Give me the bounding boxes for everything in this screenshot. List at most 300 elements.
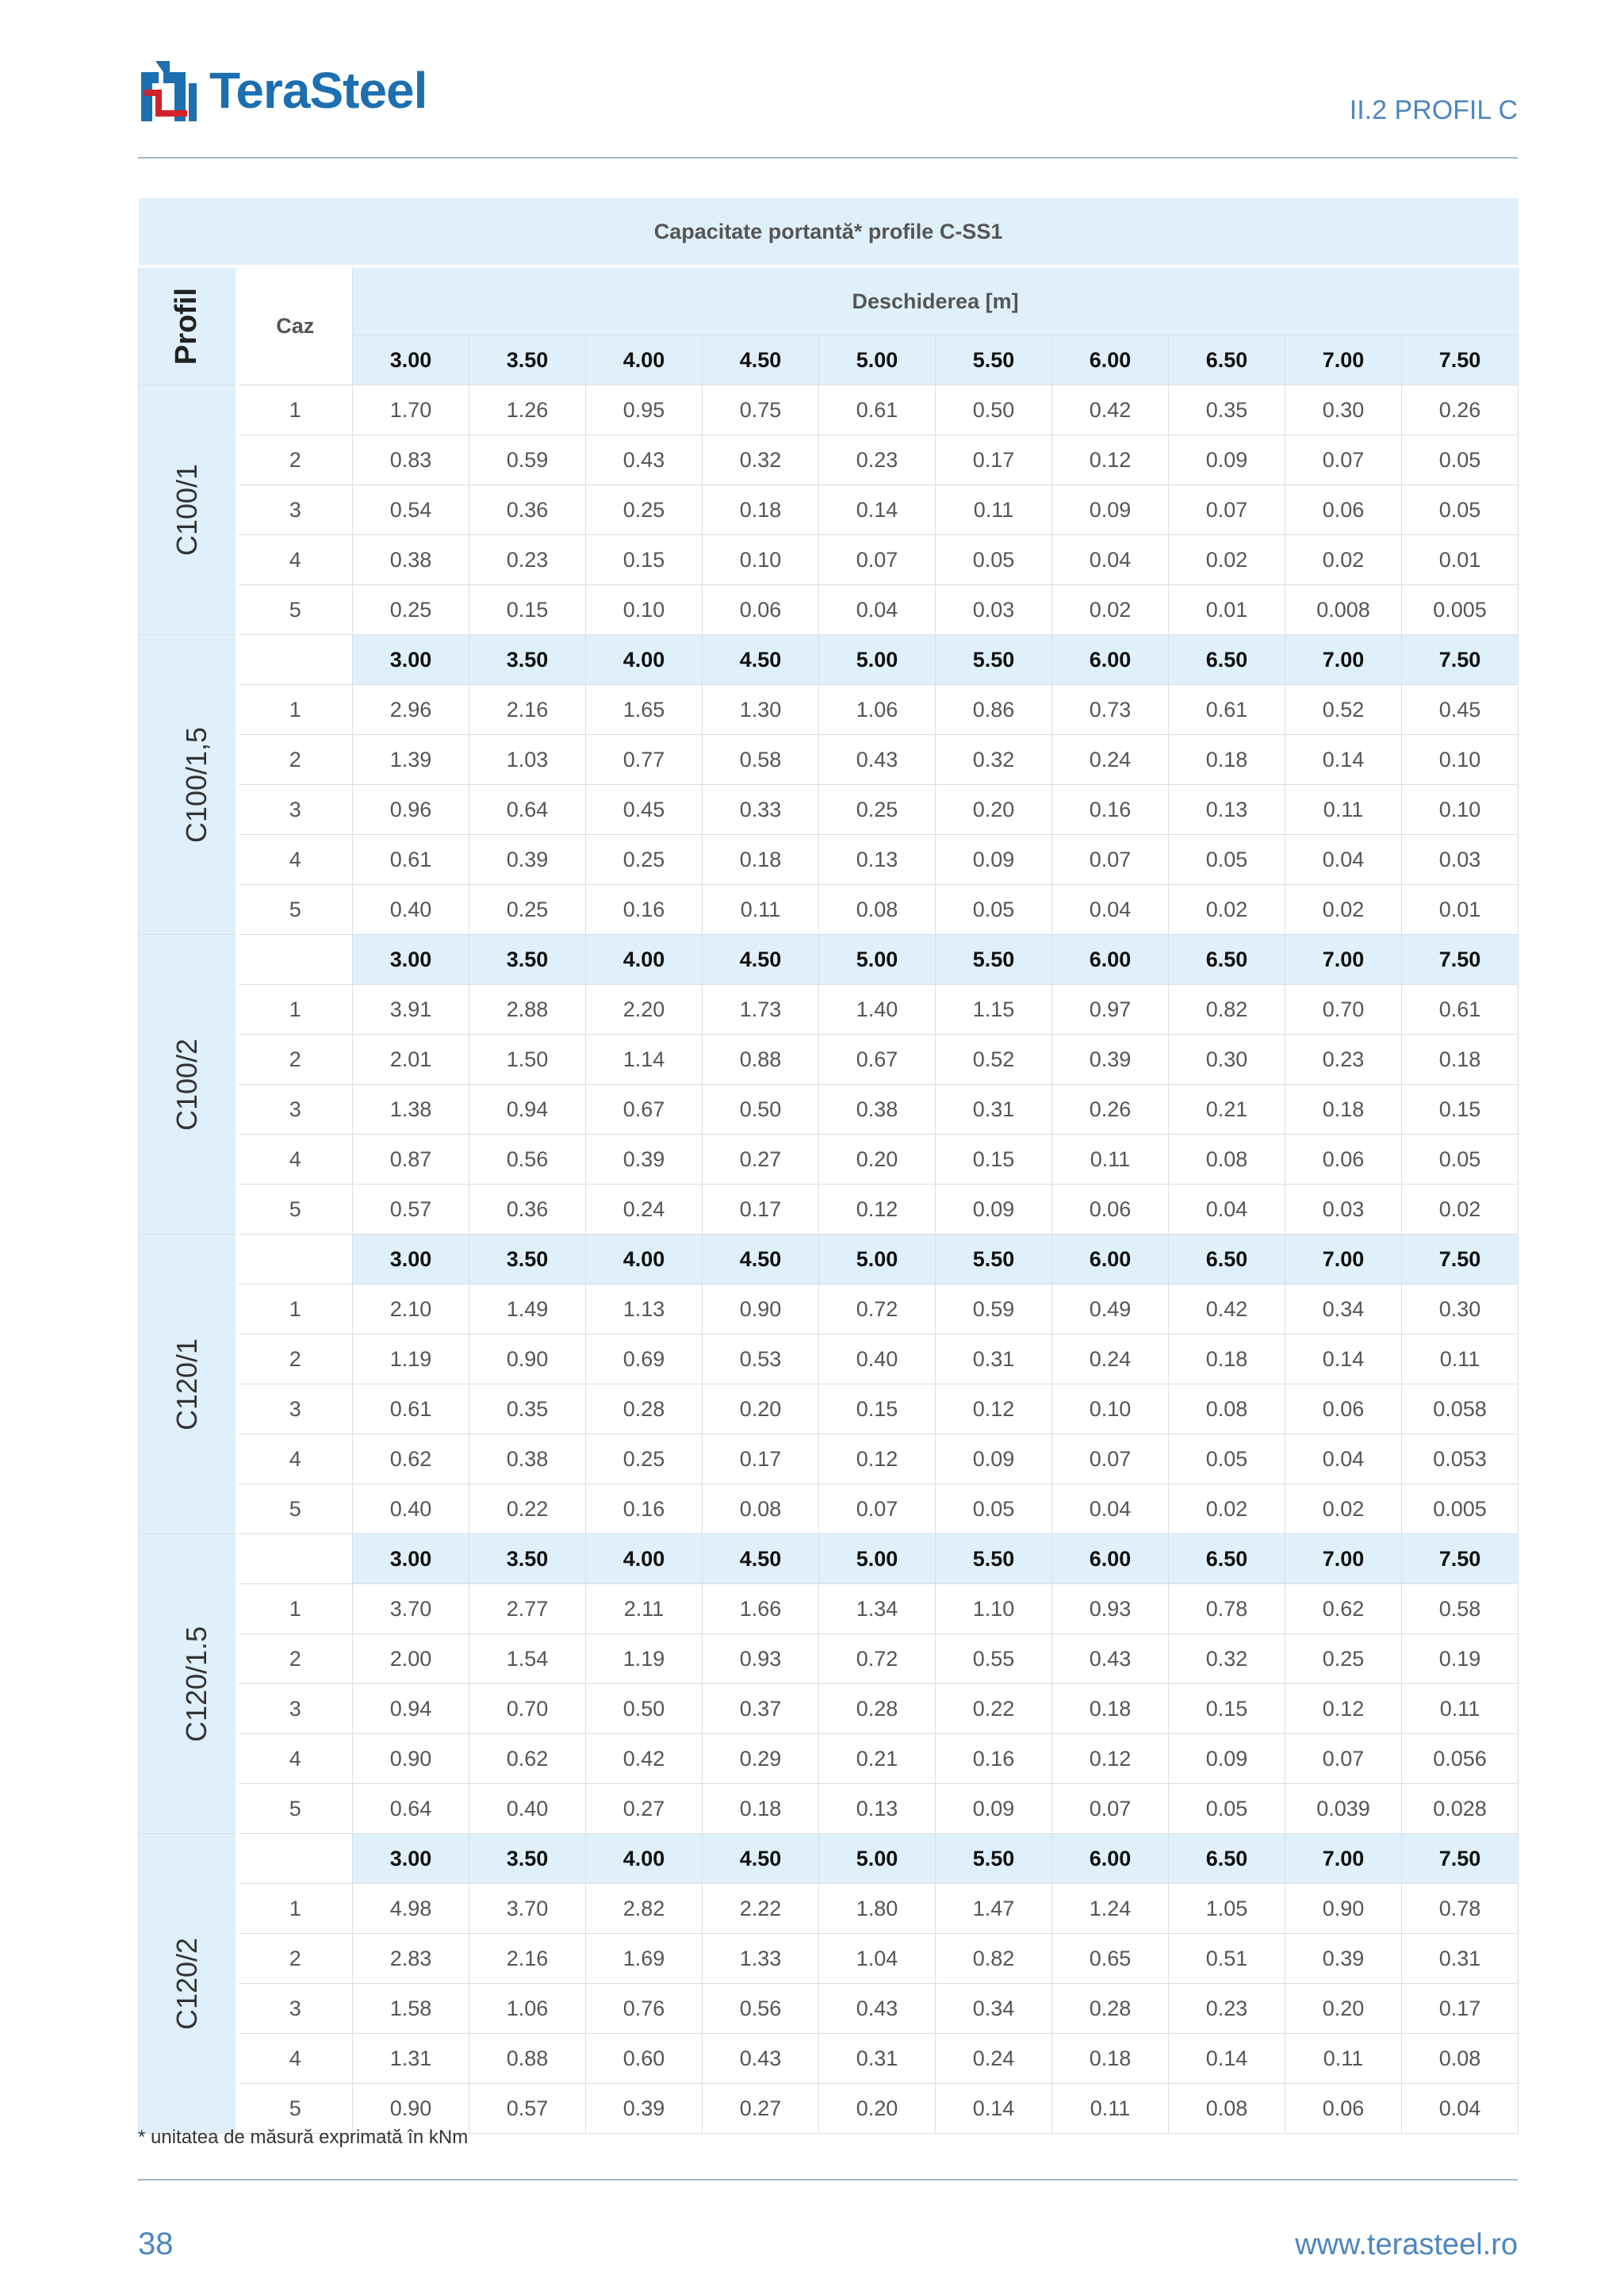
capacity-value: 0.37	[703, 1684, 819, 1734]
capacity-value: 0.18	[703, 485, 819, 535]
capacity-value: 0.09	[936, 1434, 1052, 1484]
span-value: 7.00	[1285, 1834, 1402, 1884]
capacity-value: 0.07	[819, 535, 936, 585]
capacity-value: 0.88	[703, 1035, 819, 1085]
blank-cell	[237, 1834, 353, 1884]
capacity-value: 0.56	[469, 1135, 586, 1185]
span-value: 5.00	[819, 635, 936, 685]
capacity-value: 0.18	[1169, 735, 1285, 785]
capacity-value: 0.67	[819, 1035, 936, 1085]
span-value: 3.00	[353, 1235, 469, 1284]
capacity-value: 0.30	[1285, 385, 1402, 435]
capacity-value: 0.16	[1052, 785, 1169, 835]
capacity-value: 0.07	[1052, 1434, 1169, 1484]
capacity-value: 0.94	[353, 1684, 469, 1734]
capacity-value: 0.90	[353, 1734, 469, 1784]
capacity-value: 0.77	[586, 735, 703, 785]
capacity-value: 0.32	[936, 735, 1052, 785]
capacity-value: 0.01	[1402, 535, 1519, 585]
span-value: 7.50	[1402, 1834, 1519, 1884]
table-row	[139, 1934, 1519, 1984]
profile-name: C100/1	[170, 463, 203, 557]
page-header	[138, 52, 1518, 128]
capacity-value: 0.65	[1052, 1934, 1169, 1984]
capacity-value: 1.54	[469, 1634, 586, 1684]
caz-value: 1	[237, 1284, 353, 1334]
capacity-value: 0.11	[1402, 1334, 1519, 1384]
capacity-value: 0.09	[1052, 485, 1169, 535]
capacity-value: 0.62	[469, 1734, 586, 1784]
capacity-value: 0.23	[1169, 1984, 1285, 2034]
capacity-value: 0.52	[936, 1035, 1052, 1085]
capacity-value: 0.30	[1402, 1284, 1519, 1334]
capacity-value: 0.06	[1285, 2084, 1402, 2134]
capacity-value: 0.39	[1052, 1035, 1169, 1085]
span-value: 7.00	[1285, 935, 1402, 985]
caz-value: 3	[237, 1684, 353, 1734]
capacity-value: 1.10	[936, 1584, 1052, 1634]
capacity-value: 0.05	[936, 1484, 1052, 1534]
capacity-value: 0.26	[1052, 1085, 1169, 1135]
capacity-value: 0.58	[703, 735, 819, 785]
span-value: 6.00	[1052, 635, 1169, 685]
capacity-value: 0.70	[1285, 985, 1402, 1035]
profile-name-cell	[139, 1534, 237, 1834]
capacity-value: 0.20	[936, 785, 1052, 835]
footnote: * unitatea de măsură exprimată în kNm	[138, 2127, 469, 2148]
capacity-value: 0.78	[1402, 1884, 1519, 1934]
caz-value: 3	[237, 1085, 353, 1135]
capacity-value: 0.11	[936, 485, 1052, 535]
span-value: 6.00	[1052, 1235, 1169, 1284]
capacity-value: 0.45	[586, 785, 703, 835]
caz-value: 2	[237, 1035, 353, 1085]
capacity-value: 0.39	[586, 1135, 703, 1185]
capacity-value: 0.43	[819, 1984, 936, 2034]
capacity-value: 1.38	[353, 1085, 469, 1135]
table-row	[139, 685, 1519, 735]
capacity-value: 0.50	[703, 1085, 819, 1135]
capacity-value: 0.28	[819, 1684, 936, 1734]
capacity-value: 0.15	[1402, 1085, 1519, 1135]
capacity-value: 0.06	[1285, 485, 1402, 535]
capacity-value: 0.42	[586, 1734, 703, 1784]
capacity-value: 0.056	[1402, 1734, 1519, 1784]
span-value: 7.00	[1285, 635, 1402, 685]
capacity-value: 0.60	[586, 2034, 703, 2084]
capacity-value: 0.18	[1169, 1334, 1285, 1384]
capacity-value: 0.22	[936, 1684, 1052, 1734]
capacity-value: 0.13	[819, 1784, 936, 1834]
capacity-value: 1.49	[469, 1284, 586, 1334]
capacity-value: 0.02	[1169, 535, 1285, 585]
span-value: 7.00	[1285, 335, 1402, 385]
capacity-value: 0.78	[1169, 1584, 1285, 1634]
capacity-value: 0.14	[1285, 1334, 1402, 1384]
capacity-value: 0.14	[936, 2084, 1052, 2134]
caz-value: 4	[237, 1135, 353, 1185]
capacity-value: 0.40	[819, 1334, 936, 1384]
table-row	[139, 485, 1519, 535]
caz-value: 3	[237, 1384, 353, 1434]
capacity-value: 0.28	[586, 1384, 703, 1434]
capacity-value: 1.19	[586, 1634, 703, 1684]
capacity-value: 0.10	[586, 585, 703, 635]
capacity-value: 0.24	[586, 1185, 703, 1235]
capacity-value: 0.16	[586, 885, 703, 935]
span-value: 7.50	[1402, 935, 1519, 985]
capacity-value: 0.039	[1285, 1784, 1402, 1834]
span-value: 5.50	[936, 1534, 1052, 1584]
table-row	[139, 735, 1519, 785]
capacity-value: 0.24	[1052, 735, 1169, 785]
capacity-value: 2.00	[353, 1634, 469, 1684]
capacity-value: 0.82	[936, 1934, 1052, 1984]
capacity-value: 0.50	[586, 1684, 703, 1734]
capacity-value: 0.04	[1402, 2084, 1519, 2134]
caz-value: 5	[237, 585, 353, 635]
capacity-value: 0.45	[1402, 685, 1519, 735]
capacity-value: 0.05	[1169, 1784, 1285, 1834]
profile-name-cell	[139, 1834, 237, 2134]
span-value: 4.50	[703, 935, 819, 985]
capacity-value: 0.15	[469, 585, 586, 635]
capacity-value: 0.23	[469, 535, 586, 585]
caz-value: 5	[237, 2084, 353, 2134]
profile-name: C100/1,5	[180, 726, 213, 843]
capacity-value: 0.10	[703, 535, 819, 585]
capacity-value: 0.13	[1169, 785, 1285, 835]
capacity-value: 0.18	[1402, 1035, 1519, 1085]
span-value: 3.50	[469, 335, 586, 385]
capacity-value: 0.35	[469, 1384, 586, 1434]
table-row	[139, 1434, 1519, 1484]
capacity-value: 0.04	[1169, 1185, 1285, 1235]
span-value: 3.00	[353, 1834, 469, 1884]
capacity-value: 0.51	[1169, 1934, 1285, 1984]
capacity-value: 0.53	[703, 1334, 819, 1384]
caz-value: 4	[237, 1734, 353, 1784]
span-header-row	[139, 1235, 1519, 1284]
capacity-value: 0.57	[353, 1185, 469, 1235]
capacity-value: 0.33	[703, 785, 819, 835]
capacity-value: 0.10	[1402, 785, 1519, 835]
capacity-value: 2.22	[703, 1884, 819, 1934]
table-row	[139, 2034, 1519, 2084]
capacity-value: 0.59	[936, 1284, 1052, 1334]
capacity-value: 0.20	[703, 1384, 819, 1434]
caz-value: 5	[237, 1185, 353, 1235]
capacity-value: 2.20	[586, 985, 703, 1035]
capacity-value: 0.08	[819, 885, 936, 935]
capacity-value: 0.13	[819, 835, 936, 885]
span-value: 3.00	[353, 335, 469, 385]
capacity-value: 0.21	[1169, 1085, 1285, 1135]
capacity-value: 0.64	[469, 785, 586, 835]
capacity-value: 0.05	[1402, 485, 1519, 535]
capacity-value: 0.25	[586, 1434, 703, 1484]
capacity-value: 0.05	[1169, 1434, 1285, 1484]
capacity-value: 1.30	[703, 685, 819, 735]
capacity-value: 0.17	[936, 435, 1052, 485]
capacity-value: 0.11	[1052, 2084, 1169, 2134]
capacity-value: 1.80	[819, 1884, 936, 1934]
capacity-value: 0.03	[1402, 835, 1519, 885]
caz-value: 2	[237, 735, 353, 785]
capacity-value: 0.06	[1052, 1185, 1169, 1235]
span-value: 4.50	[703, 335, 819, 385]
capacity-value: 0.61	[819, 385, 936, 435]
capacity-value: 1.05	[1169, 1884, 1285, 1934]
capacity-value: 0.02	[1285, 1484, 1402, 1534]
capacity-value: 0.03	[1285, 1185, 1402, 1235]
capacity-value: 0.72	[819, 1634, 936, 1684]
capacity-value: 0.86	[936, 685, 1052, 735]
capacity-value: 0.23	[1285, 1035, 1402, 1085]
profile-name-cell	[139, 935, 237, 1235]
capacity-value: 0.18	[703, 835, 819, 885]
table-row	[139, 1634, 1519, 1684]
capacity-value: 0.31	[936, 1334, 1052, 1384]
capacity-value: 0.02	[1169, 885, 1285, 935]
capacity-value: 0.21	[819, 1734, 936, 1784]
capacity-value: 0.18	[1052, 2034, 1169, 2084]
capacity-value: 0.31	[936, 1085, 1052, 1135]
span-value: 5.50	[936, 935, 1052, 985]
capacity-value: 0.04	[1285, 1434, 1402, 1484]
span-value: 5.00	[819, 1534, 936, 1584]
capacity-value: 0.005	[1402, 1484, 1519, 1534]
table-row	[139, 535, 1519, 585]
capacity-value: 0.54	[353, 485, 469, 535]
capacity-value: 0.61	[353, 1384, 469, 1434]
capacity-value: 0.17	[703, 1434, 819, 1484]
span-value: 4.00	[586, 1235, 703, 1284]
capacity-value: 0.69	[586, 1334, 703, 1384]
blank-cell	[237, 935, 353, 985]
capacity-value: 0.17	[1402, 1984, 1519, 2034]
capacity-value: 0.34	[1285, 1284, 1402, 1334]
span-value: 3.50	[469, 1534, 586, 1584]
table-row	[139, 785, 1519, 835]
table-row	[139, 1334, 1519, 1384]
capacity-value: 0.11	[1402, 1684, 1519, 1734]
capacity-value: 0.52	[1285, 685, 1402, 735]
span-value: 7.00	[1285, 1235, 1402, 1284]
capacity-value: 2.01	[353, 1035, 469, 1085]
capacity-value: 0.06	[1285, 1135, 1402, 1185]
table-row	[139, 1384, 1519, 1434]
capacity-value: 0.05	[936, 885, 1052, 935]
table-row	[139, 1884, 1519, 1934]
span-value: 6.00	[1052, 1834, 1169, 1884]
brand-name: TeraSteel	[209, 62, 427, 119]
capacity-value: 0.07	[1052, 835, 1169, 885]
profile-name-cell	[139, 385, 237, 635]
span-header-row	[139, 1834, 1519, 1884]
capacity-value: 1.58	[353, 1984, 469, 2034]
span-value: 6.00	[1052, 335, 1169, 385]
capacity-value: 1.15	[936, 985, 1052, 1035]
capacity-value: 0.64	[353, 1784, 469, 1834]
capacity-value: 0.07	[819, 1484, 936, 1534]
capacity-value: 0.97	[1052, 985, 1169, 1035]
capacity-value: 0.08	[1169, 1384, 1285, 1434]
span-value: 6.00	[1052, 1534, 1169, 1584]
span-value: 4.50	[703, 1834, 819, 1884]
capacity-value: 0.76	[586, 1984, 703, 2034]
capacity-value: 0.02	[1285, 885, 1402, 935]
span-header-row	[139, 935, 1519, 985]
website-link[interactable]: www.terasteel.ro	[1295, 2228, 1518, 2261]
capacity-value: 0.08	[703, 1484, 819, 1534]
capacity-value: 0.90	[1285, 1884, 1402, 1934]
capacity-value: 0.40	[353, 885, 469, 935]
capacity-value: 0.11	[703, 885, 819, 935]
capacity-value: 0.15	[586, 535, 703, 585]
capacity-value: 0.36	[469, 485, 586, 535]
capacity-value: 0.25	[586, 485, 703, 535]
capacity-value: 0.25	[819, 785, 936, 835]
capacity-value: 0.38	[819, 1085, 936, 1135]
capacity-value: 0.75	[703, 385, 819, 435]
capacity-value: 1.13	[586, 1284, 703, 1334]
capacity-value: 2.77	[469, 1584, 586, 1634]
capacity-value: 0.34	[936, 1984, 1052, 2034]
capacity-value: 2.16	[469, 1934, 586, 1984]
capacity-value: 0.43	[1052, 1634, 1169, 1684]
span-value: 4.00	[586, 635, 703, 685]
caz-value: 2	[237, 1634, 353, 1684]
profile-name: C100/2	[170, 1038, 203, 1131]
capacity-value: 0.23	[819, 435, 936, 485]
capacity-value: 1.66	[703, 1584, 819, 1634]
capacity-value: 1.47	[936, 1884, 1052, 1934]
blank-cell	[237, 635, 353, 685]
capacity-value: 0.83	[353, 435, 469, 485]
capacity-value: 0.43	[586, 435, 703, 485]
span-value: 4.00	[586, 1534, 703, 1584]
span-value: 4.00	[586, 335, 703, 385]
caz-value: 1	[237, 685, 353, 735]
capacity-value: 1.19	[353, 1334, 469, 1384]
capacity-value: 0.90	[469, 1334, 586, 1384]
capacity-value: 0.61	[353, 835, 469, 885]
capacity-value: 0.07	[1285, 435, 1402, 485]
caz-value: 4	[237, 835, 353, 885]
span-value: 6.50	[1169, 1235, 1285, 1284]
span-value: 3.00	[353, 1534, 469, 1584]
span-value: 7.50	[1402, 335, 1519, 385]
capacity-value: 0.04	[819, 585, 936, 635]
capacity-value: 0.12	[819, 1434, 936, 1484]
capacity-value: 2.16	[469, 685, 586, 735]
caz-value: 3	[237, 1984, 353, 2034]
capacity-value: 0.19	[1402, 1634, 1519, 1684]
span-value: 4.00	[586, 1834, 703, 1884]
span-value: 5.50	[936, 635, 1052, 685]
table-row	[139, 835, 1519, 885]
capacity-value: 0.27	[703, 2084, 819, 2134]
capacity-value: 0.57	[469, 2084, 586, 2134]
capacity-value: 1.50	[469, 1035, 586, 1085]
capacity-value: 1.03	[469, 735, 586, 785]
capacity-value: 0.058	[1402, 1384, 1519, 1434]
span-value: 3.00	[353, 935, 469, 985]
capacity-value: 0.05	[1169, 835, 1285, 885]
capacity-value: 0.14	[819, 485, 936, 535]
capacity-value: 1.69	[586, 1934, 703, 1984]
profile-name: C120/1.5	[180, 1625, 213, 1742]
capacity-value: 0.55	[936, 1634, 1052, 1684]
table-row	[139, 1135, 1519, 1185]
span-value: 5.00	[819, 935, 936, 985]
capacity-value: 0.29	[703, 1734, 819, 1784]
capacity-value: 0.12	[1285, 1684, 1402, 1734]
capacity-value: 0.20	[819, 1135, 936, 1185]
capacity-value: 1.73	[703, 985, 819, 1035]
capacity-value: 0.25	[469, 885, 586, 935]
capacity-value: 0.36	[469, 1185, 586, 1235]
capacity-value: 3.91	[353, 985, 469, 1035]
capacity-value: 0.93	[1052, 1584, 1169, 1634]
profil-header	[139, 266, 237, 385]
capacity-value: 0.67	[586, 1085, 703, 1135]
span-value: 7.50	[1402, 635, 1519, 685]
profil-header-label: Profil	[170, 287, 204, 366]
caz-value: 4	[237, 1434, 353, 1484]
table-row	[139, 1584, 1519, 1634]
span-header-row	[139, 635, 1519, 685]
caz-value: 2	[237, 1334, 353, 1384]
capacity-value: 2.83	[353, 1934, 469, 1984]
capacity-value: 0.20	[1285, 1984, 1402, 2034]
brand-logo[interactable]	[138, 52, 427, 128]
capacity-value: 0.16	[936, 1734, 1052, 1784]
capacity-value: 0.62	[353, 1434, 469, 1484]
span-value: 5.00	[819, 335, 936, 385]
capacity-value: 0.18	[1285, 1085, 1402, 1135]
capacity-value: 0.07	[1052, 1784, 1169, 1834]
span-value: 5.00	[819, 1834, 936, 1884]
capacity-value: 0.005	[1402, 585, 1519, 635]
span-value: 7.50	[1402, 1534, 1519, 1584]
capacity-value: 0.82	[1169, 985, 1285, 1035]
capacity-value: 2.96	[353, 685, 469, 735]
capacity-value: 0.12	[819, 1185, 936, 1235]
caz-value: 4	[237, 2034, 353, 2084]
capacity-value: 0.94	[469, 1085, 586, 1135]
capacity-value: 0.04	[1052, 885, 1169, 935]
capacity-value: 0.24	[1052, 1334, 1169, 1384]
capacity-value: 0.56	[703, 1984, 819, 2034]
capacity-value: 0.15	[1169, 1684, 1285, 1734]
capacity-value: 4.98	[353, 1884, 469, 1934]
capacity-value: 0.02	[1052, 585, 1169, 635]
table-row	[139, 585, 1519, 635]
capacity-value: 0.40	[469, 1784, 586, 1834]
capacity-value: 1.06	[469, 1984, 586, 2034]
capacity-value: 0.15	[936, 1135, 1052, 1185]
capacity-value: 0.14	[1285, 735, 1402, 785]
blank-cell	[237, 1534, 353, 1584]
table-row	[139, 1734, 1519, 1784]
span-value: 3.50	[469, 935, 586, 985]
capacity-value: 0.38	[353, 535, 469, 585]
capacity-value: 0.08	[1169, 1135, 1285, 1185]
capacity-value: 0.04	[1052, 1484, 1169, 1534]
capacity-value: 0.18	[1052, 1684, 1169, 1734]
